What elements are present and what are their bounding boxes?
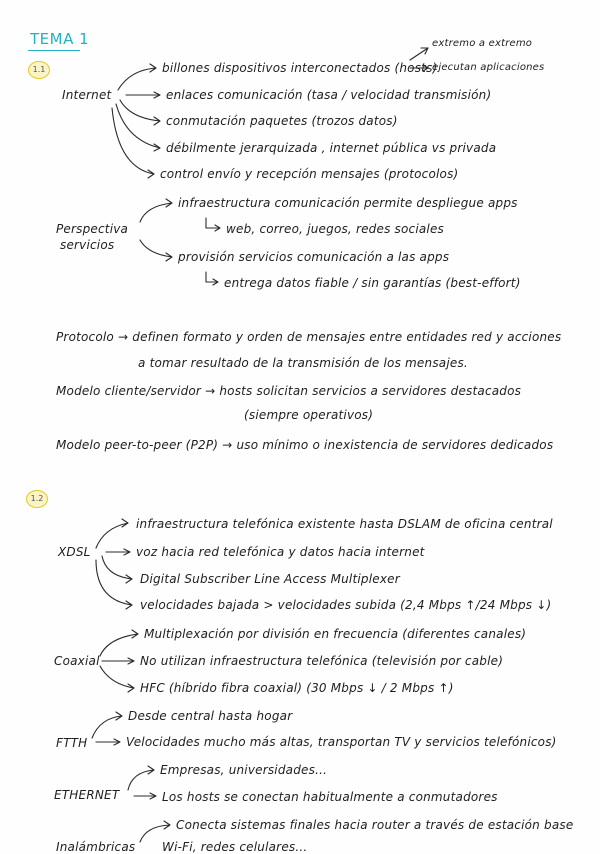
- section-badge-1-1: 1.1: [28, 61, 50, 79]
- p2p-definition: Modelo peer-to-peer (P2P) → uso mínimo o inexistencia de servidores dedicados: [56, 438, 554, 452]
- internet-item: control envío y recepción mensajes (protocolos): [160, 167, 459, 181]
- xdsl-item: voz hacia red telefónica y datos hacia internet: [136, 545, 425, 559]
- ftth-label: FTTH: [56, 736, 88, 750]
- perspectiva-item: infraestructura comunicación permite despliegue apps: [178, 196, 518, 210]
- section-badge-1-2: 1.2: [26, 490, 48, 508]
- coaxial-item: No utilizan infraestructura telefónica (televisión por cable): [140, 654, 504, 668]
- perspectiva-label-line1: Perspectiva: [56, 222, 129, 236]
- internet-item: billones dispositivos interconectados (hosts): [162, 61, 438, 75]
- host-note-1: extremo a extremo: [432, 38, 533, 49]
- page-title: TEMA 1: [30, 30, 90, 48]
- wireless-item: Wi-Fi, redes celulares...: [162, 840, 308, 854]
- xdsl-label: XDSL: [58, 545, 91, 559]
- xdsl-item: infraestructura telefónica existente hasta DSLAM de oficina central: [136, 517, 553, 531]
- cliente-servidor-definition: Modelo cliente/servidor → hosts solicitan servicios a servidores destacados: [56, 384, 522, 398]
- cliente-servidor-note: (siempre operativos): [244, 408, 374, 422]
- xdsl-item: velocidades bajada > velocidades subida (2,4 Mbps ↑/24 Mbps ↓): [140, 598, 552, 612]
- ftth-item: Desde central hasta hogar: [128, 709, 293, 723]
- internet-item: conmutación paquetes (trozos datos): [166, 114, 398, 128]
- host-note-2: ejecutan aplicaciones: [432, 62, 545, 73]
- perspectiva-subitem: web, correo, juegos, redes sociales: [226, 222, 444, 236]
- perspectiva-item: provisión servicios comunicación a las apps: [178, 250, 450, 264]
- coaxial-item: HFC (híbrido fibra coaxial) (30 Mbps ↓ / 2 Mbps ↑): [140, 681, 454, 695]
- internet-label: Internet: [62, 88, 112, 102]
- ftth-item: Velocidades mucho más altas, transportan TV y servicios telefónicos): [126, 735, 557, 749]
- ethernet-label: ETHERNET: [54, 788, 120, 802]
- protocolo-definition-line1: Protocolo → definen formato y orden de mensajes entre entidades red y acciones: [56, 330, 562, 344]
- ethernet-item: Empresas, universidades...: [160, 763, 328, 777]
- coaxial-label: Coaxial: [54, 654, 100, 668]
- xdsl-item: Digital Subscriber Line Access Multiplexer: [140, 572, 400, 586]
- internet-item: enlaces comunicación (tasa / velocidad transmisión): [166, 88, 492, 102]
- ethernet-item: Los hosts se conectan habitualmente a conmutadores: [162, 790, 498, 804]
- wireless-label: Inalámbricas: [56, 840, 136, 854]
- perspectiva-subitem: entrega datos fiable / sin garantías (best-effort): [224, 276, 521, 290]
- internet-item: débilmente jerarquizada , internet pública vs privada: [166, 141, 497, 155]
- protocolo-definition-line2: a tomar resultado de la transmisión de los mensajes.: [138, 356, 468, 370]
- perspectiva-label-line2: servicios: [60, 238, 115, 252]
- wireless-item: Conecta sistemas finales hacia router a través de estación base: [176, 818, 574, 832]
- coaxial-item: Multiplexación por división en frecuencia (diferentes canales): [144, 627, 527, 641]
